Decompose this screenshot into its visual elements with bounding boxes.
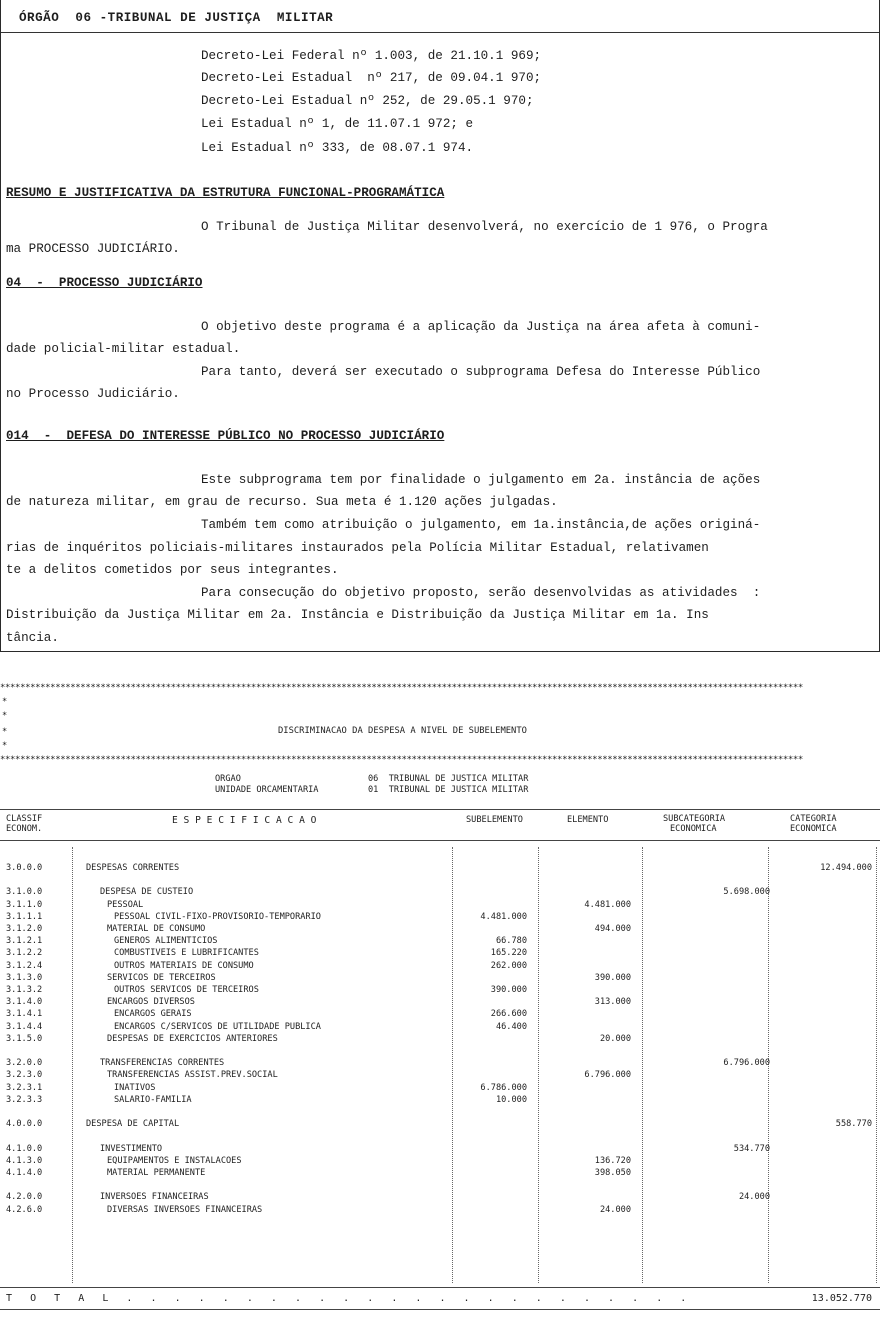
paragraph-line: de natureza militar, em grau de recurso. Sua meta é 1.120 ações julgadas. xyxy=(6,495,558,509)
col-header-classif: ECONOM. xyxy=(6,824,43,834)
subcategoria-value: 6.796.000 xyxy=(723,1058,770,1069)
item-description: DESPESA DE CUSTEIO xyxy=(100,887,194,898)
elemento-value: 6.796.000 xyxy=(584,1070,631,1081)
classification-code: 3.1.3.0 xyxy=(6,972,43,983)
table-row xyxy=(0,1058,880,1069)
item-description: DESPESAS CORRENTES xyxy=(86,863,180,873)
classification-code: 3.1.4.4 xyxy=(6,1021,43,1032)
table-row xyxy=(0,875,880,886)
classification-code: 3.1.1.1 xyxy=(6,911,43,922)
paragraph-line: ma PROCESSO JUDICIÁRIO. xyxy=(6,242,180,256)
legal-ref: Lei Estadual nº 333, de 08.07.1 974. xyxy=(201,141,474,155)
total-top-rule xyxy=(0,1287,880,1288)
classification-code: 4.1.0.0 xyxy=(6,1143,43,1154)
subelemento-value: 266.600 xyxy=(490,1009,527,1020)
elemento-value: 390.000 xyxy=(594,972,631,983)
subcategoria-value: 5.698.000 xyxy=(723,887,770,898)
item-description: OUTROS MATERIAIS DE CONSUMO xyxy=(114,960,254,971)
item-description: PESSOAL CIVIL-FIXO-PROVISORIO-TEMPORARIO xyxy=(114,911,321,922)
legal-ref: Decreto-Lei Estadual nº 252, de 29.05.1 970; xyxy=(201,94,534,108)
subelemento-value: 66.780 xyxy=(495,936,527,947)
program-heading: 04 - PROCESSO JUDICIÁRIO xyxy=(6,276,203,290)
classification-code: 4.2.0.0 xyxy=(6,1192,43,1203)
subelemento-value: 46.400 xyxy=(495,1021,527,1032)
item-description: OUTROS SERVICOS DE TERCEIROS xyxy=(114,985,259,995)
table-row xyxy=(0,985,880,996)
classification-code: 3.1.5.0 xyxy=(6,1033,43,1044)
item-description: ENCARGOS GERAIS xyxy=(114,1009,192,1020)
item-description: ENCARGOS C/SERVICOS DE UTILIDADE PUBLICA xyxy=(114,1021,321,1032)
classification-code: 3.2.0.0 xyxy=(6,1058,43,1069)
table-row xyxy=(0,1083,880,1094)
table-row xyxy=(0,1022,880,1033)
subelemento-value: 4.481.000 xyxy=(480,911,527,922)
classification-code: 3.1.2.4 xyxy=(6,960,43,971)
elemento-value: 20.000 xyxy=(599,1033,631,1044)
paragraph-line: no Processo Judiciário. xyxy=(6,387,180,401)
table-header-rule xyxy=(0,840,880,841)
table-row xyxy=(0,1131,880,1142)
item-description: MATERIAL PERMANENTE xyxy=(107,1168,206,1178)
paragraph-line: O objetivo deste programa é a aplicação da Justiça na área afeta à comuni- xyxy=(201,320,761,334)
table-row xyxy=(0,1180,880,1191)
total-row xyxy=(0,1292,880,1306)
subelemento-value: 165.220 xyxy=(490,948,527,959)
classification-code: 3.1.3.2 xyxy=(6,985,43,995)
subelemento-value: 10.000 xyxy=(495,1094,527,1105)
categoria-value: 12.494.000 xyxy=(820,863,872,873)
classification-code: 3.1.4.0 xyxy=(6,997,43,1008)
table-row xyxy=(0,948,880,959)
paragraph-line: O Tribunal de Justiça Militar desenvolverá, no exercício de 1 976, o Progra xyxy=(201,220,768,234)
paragraph-line: Também tem como atribuição o julgamento, em 1a.instância,de ações originá- xyxy=(201,518,761,532)
classification-code: 4.1.4.0 xyxy=(6,1168,43,1178)
asterisk-border: * xyxy=(2,711,8,721)
asterisk-border: **************************************************************************************************************************************************************** xyxy=(0,755,803,765)
total-bottom-rule xyxy=(0,1309,880,1310)
table-row xyxy=(0,1034,880,1045)
table-row xyxy=(0,1119,880,1130)
elemento-value: 398.050 xyxy=(594,1168,631,1178)
paragraph-line: te a delitos cometidos por seus integrantes. xyxy=(6,563,339,577)
classification-code: 3.1.2.2 xyxy=(6,948,43,959)
item-description: MATERIAL DE CONSUMO xyxy=(107,924,206,934)
subelemento-value: 6.786.000 xyxy=(480,1082,527,1093)
table-row xyxy=(0,936,880,947)
table-row xyxy=(0,1107,880,1118)
classification-code: 3.0.0.0 xyxy=(6,863,43,873)
classification-code: 3.1.1.0 xyxy=(6,899,43,910)
table-row xyxy=(0,863,880,874)
item-description: ENCARGOS DIVERSOS xyxy=(107,997,195,1008)
legal-ref: Lei Estadual nº 1, de 11.07.1 972; e xyxy=(201,117,474,131)
summary-heading: RESUMO E JUSTIFICATIVA DA ESTRUTURA FUNCIONAL-PROGRAMÁTICA xyxy=(6,186,445,200)
asterisk-border: * xyxy=(2,697,8,707)
col-header-categoria: CATEGORIA xyxy=(790,814,837,824)
classification-code: 4.1.3.0 xyxy=(6,1155,43,1166)
classification-code: 3.1.0.0 xyxy=(6,887,43,898)
classification-code: 3.1.2.0 xyxy=(6,924,43,934)
asterisk-border: **************************************************************************************************************************************************************** xyxy=(0,683,803,693)
subcategoria-value: 534.770 xyxy=(733,1143,770,1154)
item-description: INVERSOES FINANCEIRAS xyxy=(100,1192,209,1203)
budget-justification-section xyxy=(0,0,880,652)
subcategoria-value: 24.000 xyxy=(738,1192,770,1203)
table-row xyxy=(0,973,880,984)
table-row xyxy=(0,1192,880,1203)
classification-code: 3.1.4.1 xyxy=(6,1009,43,1020)
asterisk-border: * xyxy=(2,741,8,751)
classification-code: 3.1.2.1 xyxy=(6,936,43,947)
classification-code: 3.2.3.1 xyxy=(6,1082,43,1093)
item-description: INVESTIMENTO xyxy=(100,1143,163,1154)
item-description: TRANSFERENCIAS CORRENTES xyxy=(100,1058,225,1069)
classification-code: 3.2.3.0 xyxy=(6,1070,43,1081)
asterisk-border: * xyxy=(2,727,8,737)
table-row xyxy=(0,961,880,972)
paragraph-line: Para tanto, deverá ser executado o subprograma Defesa do Interesse Público xyxy=(201,365,761,379)
paragraph-line: tância. xyxy=(6,631,59,645)
categoria-value: 558.770 xyxy=(835,1119,872,1130)
table-row xyxy=(0,1095,880,1106)
item-description: GENEROS ALIMENTICIOS xyxy=(114,936,218,947)
col-header-especificacao: E S P E C I F I C A C A O xyxy=(172,815,317,826)
table-row xyxy=(0,1046,880,1057)
col-header-subcategoria: SUBCATEGORIA xyxy=(663,814,726,824)
unidade-label: UNIDADE ORCAMENTARIA xyxy=(215,785,319,795)
expense-printout xyxy=(0,675,884,1320)
total-label: T O T A L . . . . . . . . . . . . . . . . . . . . . . . . xyxy=(6,1293,687,1304)
elemento-value: 24.000 xyxy=(599,1204,631,1215)
table-row xyxy=(0,1168,880,1179)
elemento-value: 4.481.000 xyxy=(584,899,631,910)
item-description: DESPESAS DE EXERCICIOS ANTERIORES xyxy=(107,1033,278,1044)
elemento-value: 136.720 xyxy=(594,1155,631,1166)
legal-ref: Decreto-Lei Estadual nº 217, de 09.04.1 970; xyxy=(201,71,542,85)
item-description: INATIVOS xyxy=(114,1082,156,1093)
col-header-classif: CLASSIF xyxy=(6,814,43,824)
legal-ref: Decreto-Lei Federal nº 1.003, de 21.10.1 969; xyxy=(201,49,542,63)
table-row xyxy=(0,887,880,898)
item-description: EQUIPAMENTOS E INSTALACOES xyxy=(107,1155,242,1166)
table-row xyxy=(0,1205,880,1216)
elemento-value: 494.000 xyxy=(594,924,631,934)
classification-code: 4.0.0.0 xyxy=(6,1119,43,1130)
paragraph-line: Para consecução do objetivo proposto, serão desenvolvidas as atividades : xyxy=(201,586,761,600)
table-row xyxy=(0,900,880,911)
header-divider xyxy=(1,32,879,33)
table-row xyxy=(0,924,880,935)
total-value: 13.052.770 xyxy=(811,1293,872,1304)
item-description: COMBUSTIVEIS E LUBRIFICANTES xyxy=(114,948,259,959)
item-description: SERVICOS DE TERCEIROS xyxy=(107,972,216,983)
subelemento-value: 262.000 xyxy=(490,960,527,971)
paragraph-line: rias de inquéritos policiais-militares instaurados pela Polícia Militar Estadual, relativamen xyxy=(6,541,709,555)
table-row xyxy=(0,1144,880,1155)
col-header-subelemento: SUBELEMENTO xyxy=(466,815,523,825)
col-header-categoria: ECONOMICA xyxy=(790,824,837,834)
orgao-label: ORGAO xyxy=(215,774,241,784)
organ-header: ÓRGÃO 06 -TRIBUNAL DE JUSTIÇA MILITAR xyxy=(19,11,334,25)
paragraph-line: Distribuição da Justiça Militar em 2a. Instância e Distribuição da Justiça Militar em 1a. Ins xyxy=(6,608,709,622)
orgao-value: 06 TRIBUNAL DE JUSTICA MILITAR xyxy=(368,774,529,784)
table-row xyxy=(0,1156,880,1167)
item-description: SALARIO-FAMILIA xyxy=(114,1094,192,1105)
classification-code: 4.2.6.0 xyxy=(6,1204,43,1215)
subprogram-heading: 014 - DEFESA DO INTERESSE PÚBLICO NO PROCESSO JUDICIÁRIO xyxy=(6,429,445,443)
item-description: DESPESA DE CAPITAL xyxy=(86,1119,180,1130)
col-header-elemento: ELEMENTO xyxy=(567,815,609,825)
table-row xyxy=(0,1070,880,1081)
elemento-value: 313.000 xyxy=(594,997,631,1008)
table-row xyxy=(0,912,880,923)
item-description: PESSOAL xyxy=(107,899,144,910)
table-row xyxy=(0,1009,880,1020)
item-description: DIVERSAS INVERSOES FINANCEIRAS xyxy=(107,1204,263,1215)
subelemento-value: 390.000 xyxy=(490,985,527,995)
table-row xyxy=(0,997,880,1008)
classification-code: 3.2.3.3 xyxy=(6,1094,43,1105)
unidade-value: 01 TRIBUNAL DE JUSTICA MILITAR xyxy=(368,785,529,795)
item-description: TRANSFERENCIAS ASSIST.PREV.SOCIAL xyxy=(107,1070,278,1081)
table-top-rule xyxy=(0,809,880,810)
paragraph-line: dade policial-militar estadual. xyxy=(6,342,241,356)
col-header-subcategoria: ECONOMICA xyxy=(670,824,717,834)
paragraph-line: Este subprograma tem por finalidade o julgamento em 2a. instância de ações xyxy=(201,473,761,487)
printout-title: DISCRIMINACAO DA DESPESA A NIVEL DE SUBELEMENTO xyxy=(278,726,527,736)
